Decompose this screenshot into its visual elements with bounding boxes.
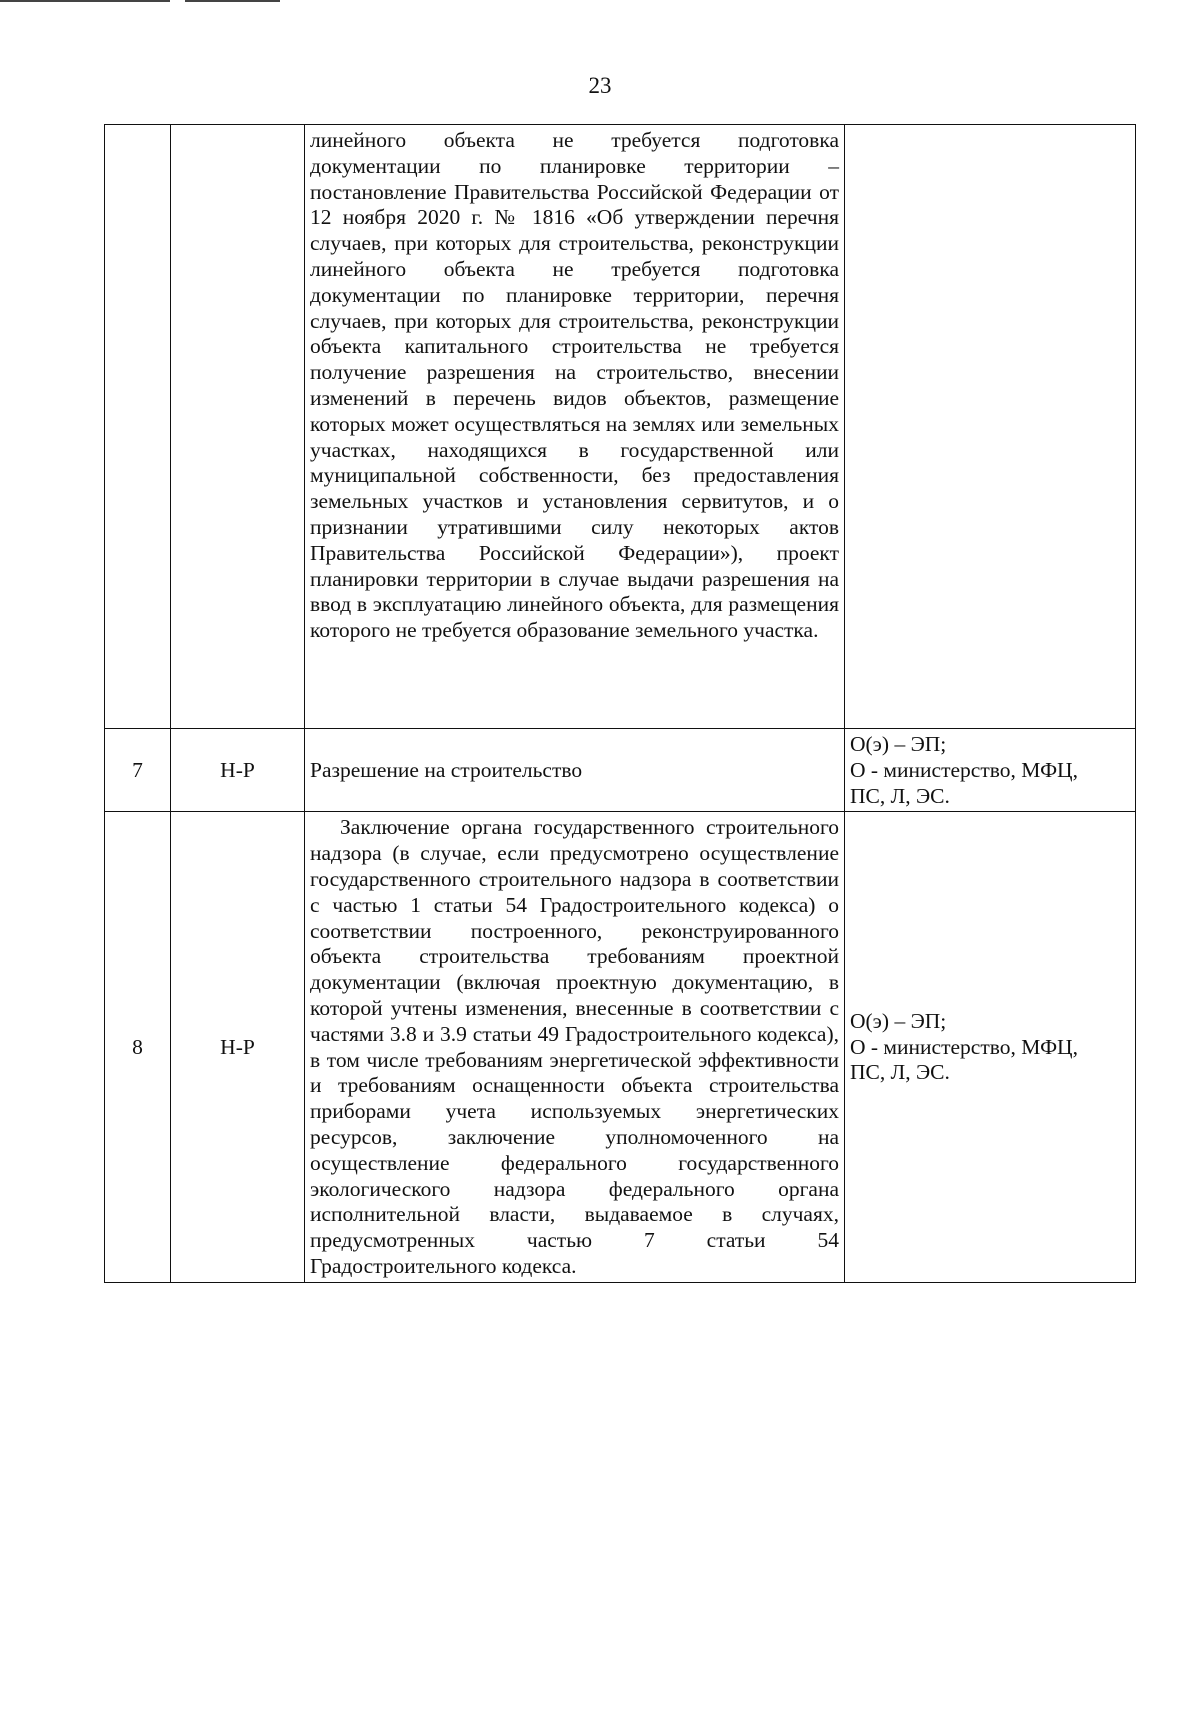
document-description-text: Разрешение на строительство bbox=[310, 757, 583, 782]
submission-method-line: ПС, Л, ЭС. bbox=[850, 783, 950, 808]
row-number-cell: 7 bbox=[105, 729, 171, 812]
page-number: 23 bbox=[588, 73, 612, 98]
document-description-cell bbox=[305, 812, 845, 1282]
submission-method-line: О - министерство, МФЦ, bbox=[850, 1034, 1078, 1059]
document-table bbox=[104, 124, 1136, 1283]
submission-method-line: ПС, Л, ЭС. bbox=[850, 1060, 950, 1085]
table-row bbox=[105, 812, 1136, 1282]
row-code-cell: Н-Р bbox=[171, 812, 305, 1282]
submission-method-line: О(э) – ЭП; bbox=[850, 732, 947, 756]
scan-edge-mark bbox=[185, 0, 280, 2]
submission-methods-cell bbox=[845, 729, 1136, 812]
row-number-cell bbox=[105, 125, 171, 729]
submission-methods-cell bbox=[845, 812, 1136, 1282]
row-code-cell: Н-Р bbox=[171, 729, 305, 812]
document-description-text: Заключение органа государственного строительного надзора (в случае, если предусмотрено осуществление государственного строительного надзора в соответствии с частью 1 статьи 54 Градостроительного кодекса) о соответствии построенного, реконструированного объекта строительства требованиям проектной документации (включая проектную документацию, в которой учтены изменения, внесенные в соответствии с частями 3.8 и 3.9 статьи 49 Градостроительного кодекса), в том числе требованиям энергетической эффективности и требованиям оснащенности объекта строительства приборами учета используемых энергетических ресурсов, заключение уполномоченного на осуществление федерального государственного экологического надзора федерального органа исполнительной власти, выдаваемое в случаях, предусмотренных частью 7 статьи 54 Градостроительного кодекса. bbox=[310, 815, 839, 1278]
row-number-cell: 8 bbox=[105, 812, 171, 1282]
row-code-cell bbox=[171, 125, 305, 729]
scan-edge-mark bbox=[0, 0, 170, 2]
submission-method-line: О(э) – ЭП; bbox=[850, 1008, 947, 1033]
document-description-text: линейного объекта не требуется подготовка документации по планировке территории – постановление Правительства Российской Федерации от 12 ноября 2020 г. № 1816 «Об утверждении перечня случаев, при которых для строительства, реконструкции линейного объекта не требуется подготовка документации по планировке территории, перечня случаев, при которых для строительства, реконструкции объекта капитального строительства не требуется получение разрешения на строительство, внесении изменений в перечень видов объектов, размещение которых может осуществляться на землях или земельных участках, находящихся в государственной или муниципальной собственности, без предоставления земельных участков и установления сервитутов, и о признании утратившими силу некоторых актов Правительства Российской Федерации»), проект планировки территории в случае выдачи разрешения на ввод в эксплуатацию линейного объекта, для размещения которого не требуется образование земельного участка. bbox=[310, 128, 839, 643]
submission-methods-cell bbox=[845, 125, 1136, 729]
table-row bbox=[105, 729, 1136, 812]
submission-method-line: О - министерство, МФЦ, bbox=[850, 757, 1078, 782]
document-description-cell bbox=[305, 729, 845, 812]
document-description-cell bbox=[305, 125, 845, 729]
table-row bbox=[105, 125, 1136, 729]
